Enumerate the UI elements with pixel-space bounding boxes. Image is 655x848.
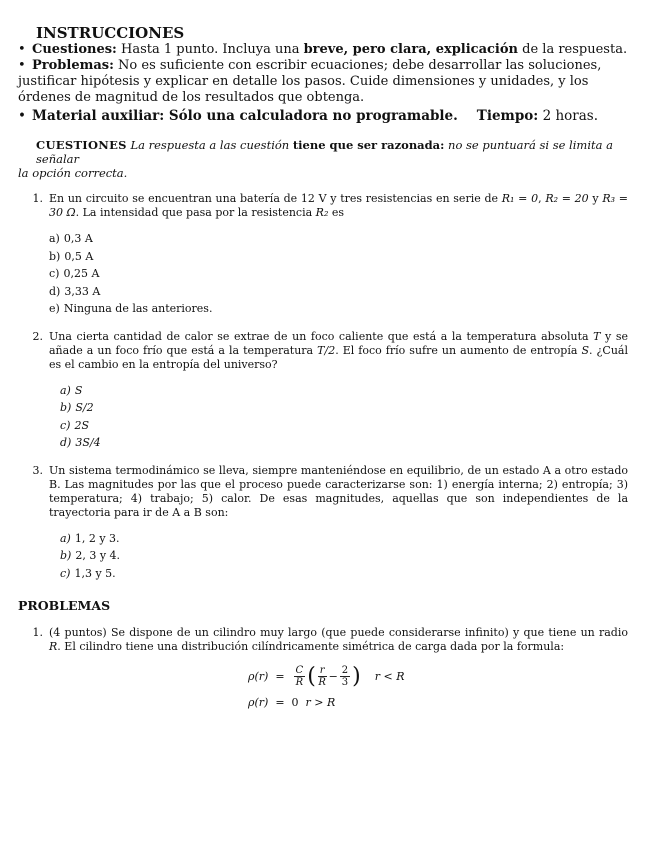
option-c: [60, 565, 628, 583]
cuestiones-heading: CUESTIONES: [36, 138, 127, 152]
question-text-part: . ¿Cuál es el cambio en la entropía del universo?: [49, 343, 628, 371]
question-1-options: [49, 230, 628, 318]
math-r1: R₁ = 0: [501, 192, 539, 205]
option-b: [60, 399, 628, 417]
math-s: S: [581, 343, 589, 357]
question-text-part: En un circuito se encuentran una batería de 12 V y tres resistencias en serie de: [49, 192, 502, 205]
option-a: [49, 230, 628, 248]
problemas-instruction: [18, 58, 628, 106]
question-text: [49, 330, 628, 372]
formula-cond-2: r > R: [305, 695, 336, 709]
question-number: 1.: [32, 192, 43, 205]
material-row: [18, 108, 628, 124]
option-text: 2S: [74, 418, 89, 432]
cuestiones-intro-italic-2: no se puntuará si se limita a señalar: [36, 138, 613, 166]
problem-text: [49, 626, 628, 654]
formula-minus: −: [328, 669, 338, 683]
tiempo-label: Tiempo:: [476, 108, 539, 124]
question-1: [18, 192, 628, 220]
cuestiones-instruction: [18, 42, 628, 58]
cuestiones-label: Cuestiones:: [32, 42, 117, 57]
problemas-label: Problemas:: [32, 58, 114, 73]
option-text: 2, 3 y 4.: [75, 549, 121, 562]
cuestiones-text-2: de la respuesta.: [522, 42, 628, 57]
paren-open: (: [307, 663, 316, 689]
math-r3: R₃ = 30 Ω: [49, 192, 628, 219]
cuestiones-intro-italic-3: la opción correcta.: [18, 166, 128, 180]
question-number: 3.: [32, 463, 43, 477]
question-3-options: [60, 530, 628, 583]
option-letter: e): [49, 302, 60, 315]
cuestiones-intro: [18, 138, 628, 180]
option-d: [60, 434, 628, 452]
problem-text-part: (4 puntos) Se dispone de un cilindro muy largo (que puede considerarse infinito) y que tiene un radio: [49, 625, 628, 639]
formula-val-2: 0: [291, 695, 299, 709]
math-t: T: [593, 329, 601, 343]
formula-cond-1: r < R: [374, 669, 405, 683]
formula-row-2: [248, 690, 628, 716]
option-letter: c): [49, 267, 60, 280]
question-text-part: . El foco frío sufre un aumento de entropía: [335, 343, 582, 357]
problem-1: [18, 626, 628, 654]
option-text: 3,33 A: [64, 284, 101, 298]
option-letter: a): [49, 232, 60, 245]
question-text-part: y: [588, 192, 603, 205]
formula-eq-1: =: [275, 669, 285, 683]
option-a: [60, 530, 628, 548]
option-b: [49, 248, 628, 266]
option-text: 0,5 A: [64, 249, 94, 263]
option-d: [49, 283, 628, 301]
cuestiones-intro-bold: tiene que ser razonada:: [292, 138, 445, 152]
question-2: [18, 330, 628, 372]
cuestiones-text-1: Hasta 1 punto. Incluya una: [120, 42, 300, 57]
instructions-title: INSTRUCCIONES: [36, 24, 185, 42]
fraction-denominator: R: [295, 677, 304, 688]
question-text: [49, 192, 628, 220]
formula-eq-2: =: [275, 695, 285, 709]
option-letter: b): [60, 549, 72, 562]
option-letter: c): [60, 418, 71, 432]
question-text-part: ,: [538, 192, 546, 205]
problemas-heading: PROBLEMAS: [18, 598, 111, 613]
option-letter: d): [49, 284, 61, 298]
formula-lhs-1: ρ(r): [248, 669, 269, 683]
tiempo-value: 2 horas.: [542, 108, 598, 124]
bullet-icon: •: [18, 108, 26, 124]
option-letter: a): [60, 531, 71, 545]
option-text: 0,25 A: [63, 267, 100, 280]
math-rr: R₂: [315, 206, 329, 219]
option-letter: b): [60, 401, 72, 414]
cuestiones-intro-italic-1: La respuesta a las cuestión: [130, 138, 290, 152]
cuestiones-bold: breve, pero clara, explicación: [303, 42, 518, 57]
paren-close: ): [352, 663, 361, 689]
fraction-c-over-r: [294, 665, 306, 688]
formula-lhs-2: ρ(r): [248, 695, 269, 709]
math-r2: R₂ = 20: [545, 192, 589, 205]
option-a: [60, 382, 628, 400]
question-2-options: [60, 382, 628, 452]
fraction-denominator: 3: [341, 677, 349, 688]
option-text: Ninguna de las anteriores.: [63, 302, 213, 315]
material-label: Material auxiliar: Sólo una calculadora no programable.: [32, 108, 458, 124]
question-text: Un sistema termodinámico se lleva, siempre manteniéndose en equilibrio, de un estado A a otro estado B. Las magnitudes por las que el proceso puede caracterizarse son: 1) energía interna; 2) entropía; 3) temperatura; 4) trabajo; 5) calor. De esas magnitudes, aquellas que son independientes de la trayectoria para ir de A a B son:: [49, 463, 628, 519]
question-3: [18, 464, 628, 520]
question-text-part: es: [328, 206, 345, 219]
bullet-icon: •: [18, 42, 26, 57]
fraction-numerator: C: [295, 665, 304, 676]
fraction-numerator: r: [319, 665, 325, 676]
option-letter: b): [49, 249, 61, 263]
problem-text-part: . El cilindro tiene una distribución cilíndricamente simétrica de carga dada por la formula:: [57, 639, 565, 653]
charge-density-formula: [248, 664, 628, 716]
formula-row-1: [248, 664, 628, 690]
math-radius: R: [49, 639, 58, 653]
exam-page: [18, 24, 628, 716]
option-text: 1,3 y 5.: [74, 566, 116, 580]
fraction-r-over-r: [318, 665, 327, 688]
option-c: [60, 417, 628, 435]
option-text: S: [74, 383, 83, 397]
problemas-text: No es suficiente con escribir ecuaciones; debe desarrollar las soluciones, justificar hipótesis y explicar en detalle los pasos. Cuide dimensiones y unidades, y los órdenes de magnitud de los resultados que obtenga.: [18, 58, 602, 105]
option-text: 3S/4: [75, 436, 101, 449]
option-text: S/2: [75, 401, 94, 414]
bullet-icon: •: [18, 58, 26, 73]
option-letter: a): [60, 383, 71, 397]
question-text-part: Una cierta cantidad de calor se extrae de un foco caliente que está a la temperatura absoluta: [49, 329, 594, 343]
fraction-two-thirds: [340, 665, 350, 688]
question-text-part: . La intensidad que pasa por la resistencia: [75, 206, 316, 219]
option-text: 1, 2 y 3.: [74, 531, 120, 545]
question-number: 2.: [32, 329, 43, 343]
option-b: [60, 547, 628, 565]
math-t2: T/2: [317, 343, 336, 357]
fraction-numerator: 2: [341, 665, 349, 676]
option-c: [49, 265, 628, 283]
fraction-denominator: R: [318, 677, 326, 688]
option-letter: c): [60, 566, 71, 580]
problem-number: 1.: [32, 625, 43, 639]
option-letter: d): [60, 436, 72, 449]
question-text-part: y se añade a un foco frío que está a la temperatura: [49, 329, 628, 357]
option-e: [49, 300, 628, 318]
option-text: 0,3 A: [63, 232, 93, 245]
